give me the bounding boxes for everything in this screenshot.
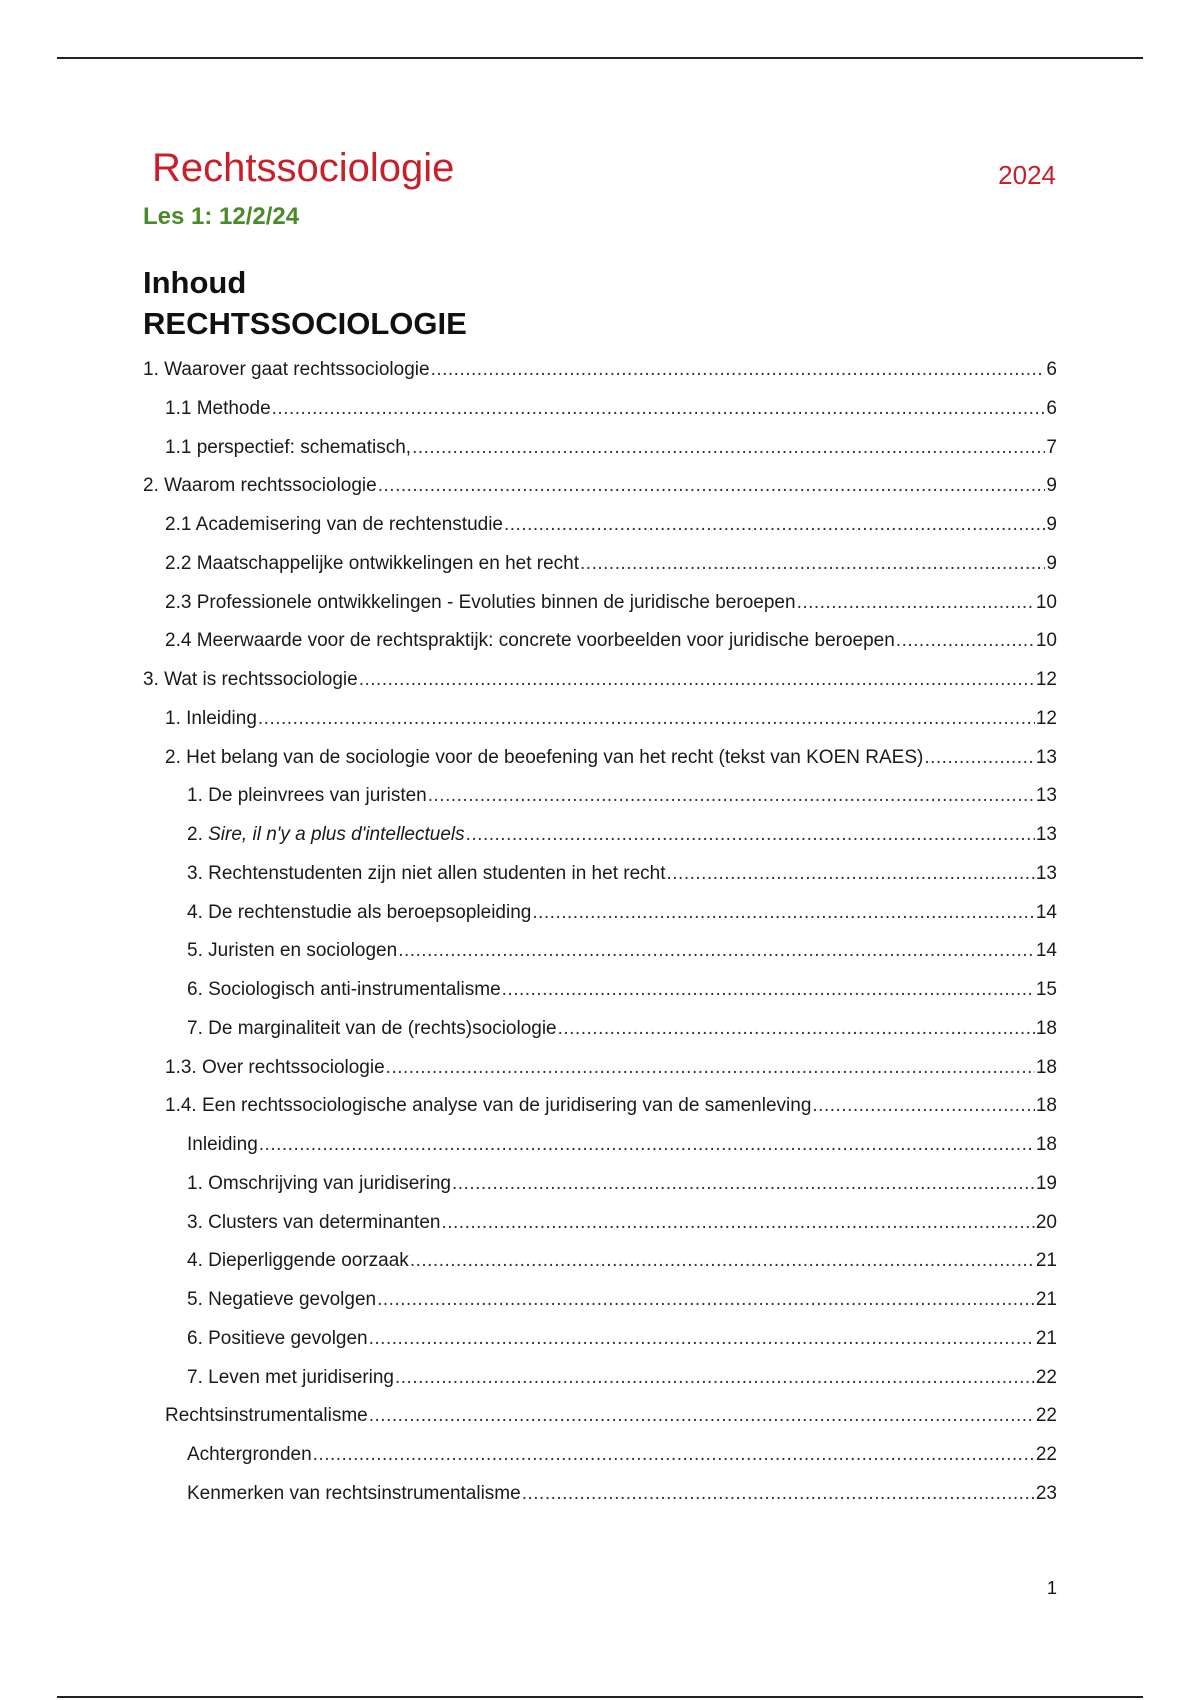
toc-entry-page: 18 [1035, 1057, 1057, 1078]
toc-entry-label: 1. Waarover gaat rechtssociologie [143, 359, 430, 380]
toc-dot-leader [504, 512, 1045, 538]
toc-entry[interactable] [165, 1403, 1057, 1429]
toc-entry-label: 3. Wat is rechtssociologie [143, 669, 358, 690]
toc-entry-page: 7 [1046, 437, 1057, 458]
toc-dot-leader [258, 706, 1035, 732]
toc-entry-label: 1. Omschrijving van juridisering [187, 1173, 451, 1194]
toc-entry-label: 1.1 Methode [165, 398, 271, 419]
toc-entry[interactable] [143, 473, 1057, 499]
toc-entry-label: Inleiding [187, 1134, 258, 1155]
toc-entry[interactable] [187, 1132, 1057, 1158]
toc-entry-page: 14 [1035, 902, 1057, 923]
toc-entry-label: 1. Inleiding [165, 708, 257, 729]
toc-entry[interactable] [187, 938, 1057, 964]
toc-entry-label: 2.3 Professionele ontwikkelingen - Evoluties binnen de juridische beroepen [165, 592, 796, 613]
toc-dot-leader [522, 1481, 1035, 1507]
toc-dot-leader [532, 900, 1035, 926]
toc-entry[interactable] [187, 822, 1057, 848]
toc-dot-leader [812, 1093, 1034, 1119]
toc-entry-label: 6. Positieve gevolgen [187, 1328, 368, 1349]
toc-entry-page: 13 [1035, 785, 1057, 806]
toc-entry-label: 3. Rechtenstudenten zijn niet allen studenten in het recht [187, 863, 666, 884]
toc-entry[interactable] [187, 1326, 1057, 1352]
toc-dot-leader [896, 628, 1035, 654]
bottom-rule [57, 1696, 1143, 1698]
toc-entry-label: 3. Clusters van determinanten [187, 1212, 441, 1233]
toc-entry-page: 19 [1035, 1173, 1057, 1194]
toc-entry-page: 21 [1035, 1328, 1057, 1349]
toc-dot-leader [924, 745, 1035, 771]
toc-entry-label: 2. Sire, il n'y a plus d'intellectuels [187, 824, 465, 845]
toc-entry-label: Rechtsinstrumentalisme [165, 1405, 368, 1426]
toc-dot-leader [431, 357, 1046, 383]
lesson-date: Les 1: 12/2/24 [143, 203, 300, 230]
toc-entry-page: 18 [1035, 1018, 1057, 1039]
toc-entry-label: 1.4. Een rechtssociologische analyse van de juridisering van de samenleving [165, 1095, 812, 1116]
toc-dot-leader [452, 1171, 1035, 1197]
page-number: 1 [1046, 1578, 1057, 1598]
toc-dot-leader [259, 1132, 1035, 1158]
toc-entry-label: 5. Negatieve gevolgen [187, 1289, 377, 1310]
toc-entry[interactable] [187, 1481, 1057, 1507]
toc-entry[interactable] [187, 1016, 1057, 1042]
toc-entry-label: 7. De marginaliteit van de (rechts)sociologie [187, 1018, 557, 1039]
subject-heading: RECHTSSOCIOLOGIE [143, 306, 467, 341]
toc-entry[interactable] [187, 1287, 1057, 1313]
toc-entry-label: 1. De pleinvrees van juristen [187, 785, 427, 806]
toc-entry-label: 4. Dieperliggende oorzaak [187, 1250, 409, 1271]
toc-entry-page: 13 [1035, 863, 1057, 884]
document-year: 2024 [998, 160, 1056, 190]
toc-entry[interactable] [187, 1248, 1057, 1274]
toc-entry[interactable] [187, 977, 1057, 1003]
toc-entry-page: 22 [1035, 1405, 1057, 1426]
toc-entry-page: 21 [1035, 1289, 1057, 1310]
toc-entry-label: 5. Juristen en sociologen [187, 940, 398, 961]
toc-dot-leader [386, 1055, 1035, 1081]
toc-entry[interactable] [165, 1093, 1057, 1119]
toc-entry-page: 9 [1046, 475, 1057, 496]
toc-entry-page: 20 [1035, 1212, 1057, 1233]
toc-dot-leader [580, 551, 1045, 577]
toc-entry[interactable] [187, 1210, 1057, 1236]
toc-dot-leader [412, 435, 1045, 461]
toc-dot-leader [395, 1365, 1035, 1391]
toc-dot-leader [466, 822, 1035, 848]
toc-entry-label: 7. Leven met juridisering [187, 1367, 394, 1388]
toc-entry[interactable] [165, 396, 1057, 422]
toc-entry-page: 12 [1035, 669, 1057, 690]
toc-dot-leader [558, 1016, 1035, 1042]
toc-entry[interactable] [165, 1055, 1057, 1081]
toc-entry-label: 1.1 perspectief: schematisch, [165, 437, 412, 458]
toc-dot-leader [377, 1287, 1035, 1313]
toc-entry[interactable] [187, 861, 1057, 887]
toc-entry[interactable] [187, 900, 1057, 926]
toc-dot-leader [502, 977, 1035, 1003]
toc-entry-page: 6 [1046, 359, 1057, 380]
toc-entry[interactable] [143, 357, 1057, 383]
toc-dot-leader [369, 1403, 1035, 1429]
toc-entry-label: 2.4 Meerwaarde voor de rechtspraktijk: concrete voorbeelden voor juridische beroepen [165, 630, 895, 651]
toc-dot-leader [378, 473, 1046, 499]
toc-entry-page: 18 [1035, 1134, 1057, 1155]
toc-entry-label: Achtergronden [187, 1444, 312, 1465]
toc-entry-label: 2.2 Maatschappelijke ontwikkelingen en het recht [165, 553, 580, 574]
toc-entry-page: 9 [1046, 514, 1057, 535]
toc-entry[interactable] [165, 590, 1057, 616]
document-title: Rechtssociologie [152, 146, 455, 190]
toc-entry[interactable] [165, 551, 1057, 577]
contents-heading: Inhoud [143, 265, 247, 300]
toc-dot-leader [313, 1442, 1035, 1468]
toc-entry-page: 15 [1035, 979, 1057, 1000]
toc-entry-label: Kenmerken van rechtsinstrumentalisme [187, 1483, 521, 1504]
toc-entry-page: 10 [1035, 630, 1057, 651]
toc-entry-page: 21 [1035, 1250, 1057, 1271]
toc-entry[interactable] [165, 706, 1057, 732]
toc-entry-label: 1.3. Over rechtssociologie [165, 1057, 385, 1078]
toc-entry-page: 22 [1035, 1367, 1057, 1388]
toc-entry[interactable] [187, 1365, 1057, 1391]
toc-entry-page: 13 [1035, 824, 1057, 845]
toc-dot-leader [272, 396, 1046, 422]
toc-entry-label: 4. De rechtenstudie als beroepsopleiding [187, 902, 532, 923]
toc-dot-leader [428, 783, 1035, 809]
toc-entry[interactable] [165, 745, 1057, 771]
toc-entry-page: 22 [1035, 1444, 1057, 1465]
toc-entry-label: 2. Het belang van de sociologie voor de beoefening van het recht (tekst van KOEN RAES) [165, 747, 924, 768]
toc-entry[interactable] [165, 628, 1057, 654]
toc-entry[interactable] [165, 435, 1057, 461]
toc-entry-page: 23 [1035, 1483, 1057, 1504]
toc-dot-leader [369, 1326, 1035, 1352]
toc-entry-page: 6 [1046, 398, 1057, 419]
toc-entry-label: 2.1 Academisering van de rechtenstudie [165, 514, 503, 535]
toc-entry-page: 18 [1035, 1095, 1057, 1116]
toc-entry[interactable] [187, 783, 1057, 809]
toc-entry[interactable] [187, 1171, 1057, 1197]
top-rule [57, 57, 1143, 59]
toc-dot-leader [359, 667, 1035, 693]
toc-entry[interactable] [187, 1442, 1057, 1468]
toc-dot-leader [441, 1210, 1034, 1236]
toc-entry-page: 10 [1035, 592, 1057, 613]
toc-entry-page: 12 [1035, 708, 1057, 729]
toc-entry-page: 9 [1046, 553, 1057, 574]
toc-entry[interactable] [143, 667, 1057, 693]
toc-dot-leader [667, 861, 1035, 887]
toc-dot-leader [398, 938, 1035, 964]
toc-entry-page: 14 [1035, 940, 1057, 961]
toc-dot-leader [410, 1248, 1035, 1274]
toc-entry-label: 6. Sociologisch anti-instrumentalisme [187, 979, 501, 1000]
toc-entry-label: 2. Waarom rechtssociologie [143, 475, 377, 496]
toc-entry-page: 13 [1035, 747, 1057, 768]
toc-entry[interactable] [165, 512, 1057, 538]
toc-dot-leader [797, 590, 1035, 616]
